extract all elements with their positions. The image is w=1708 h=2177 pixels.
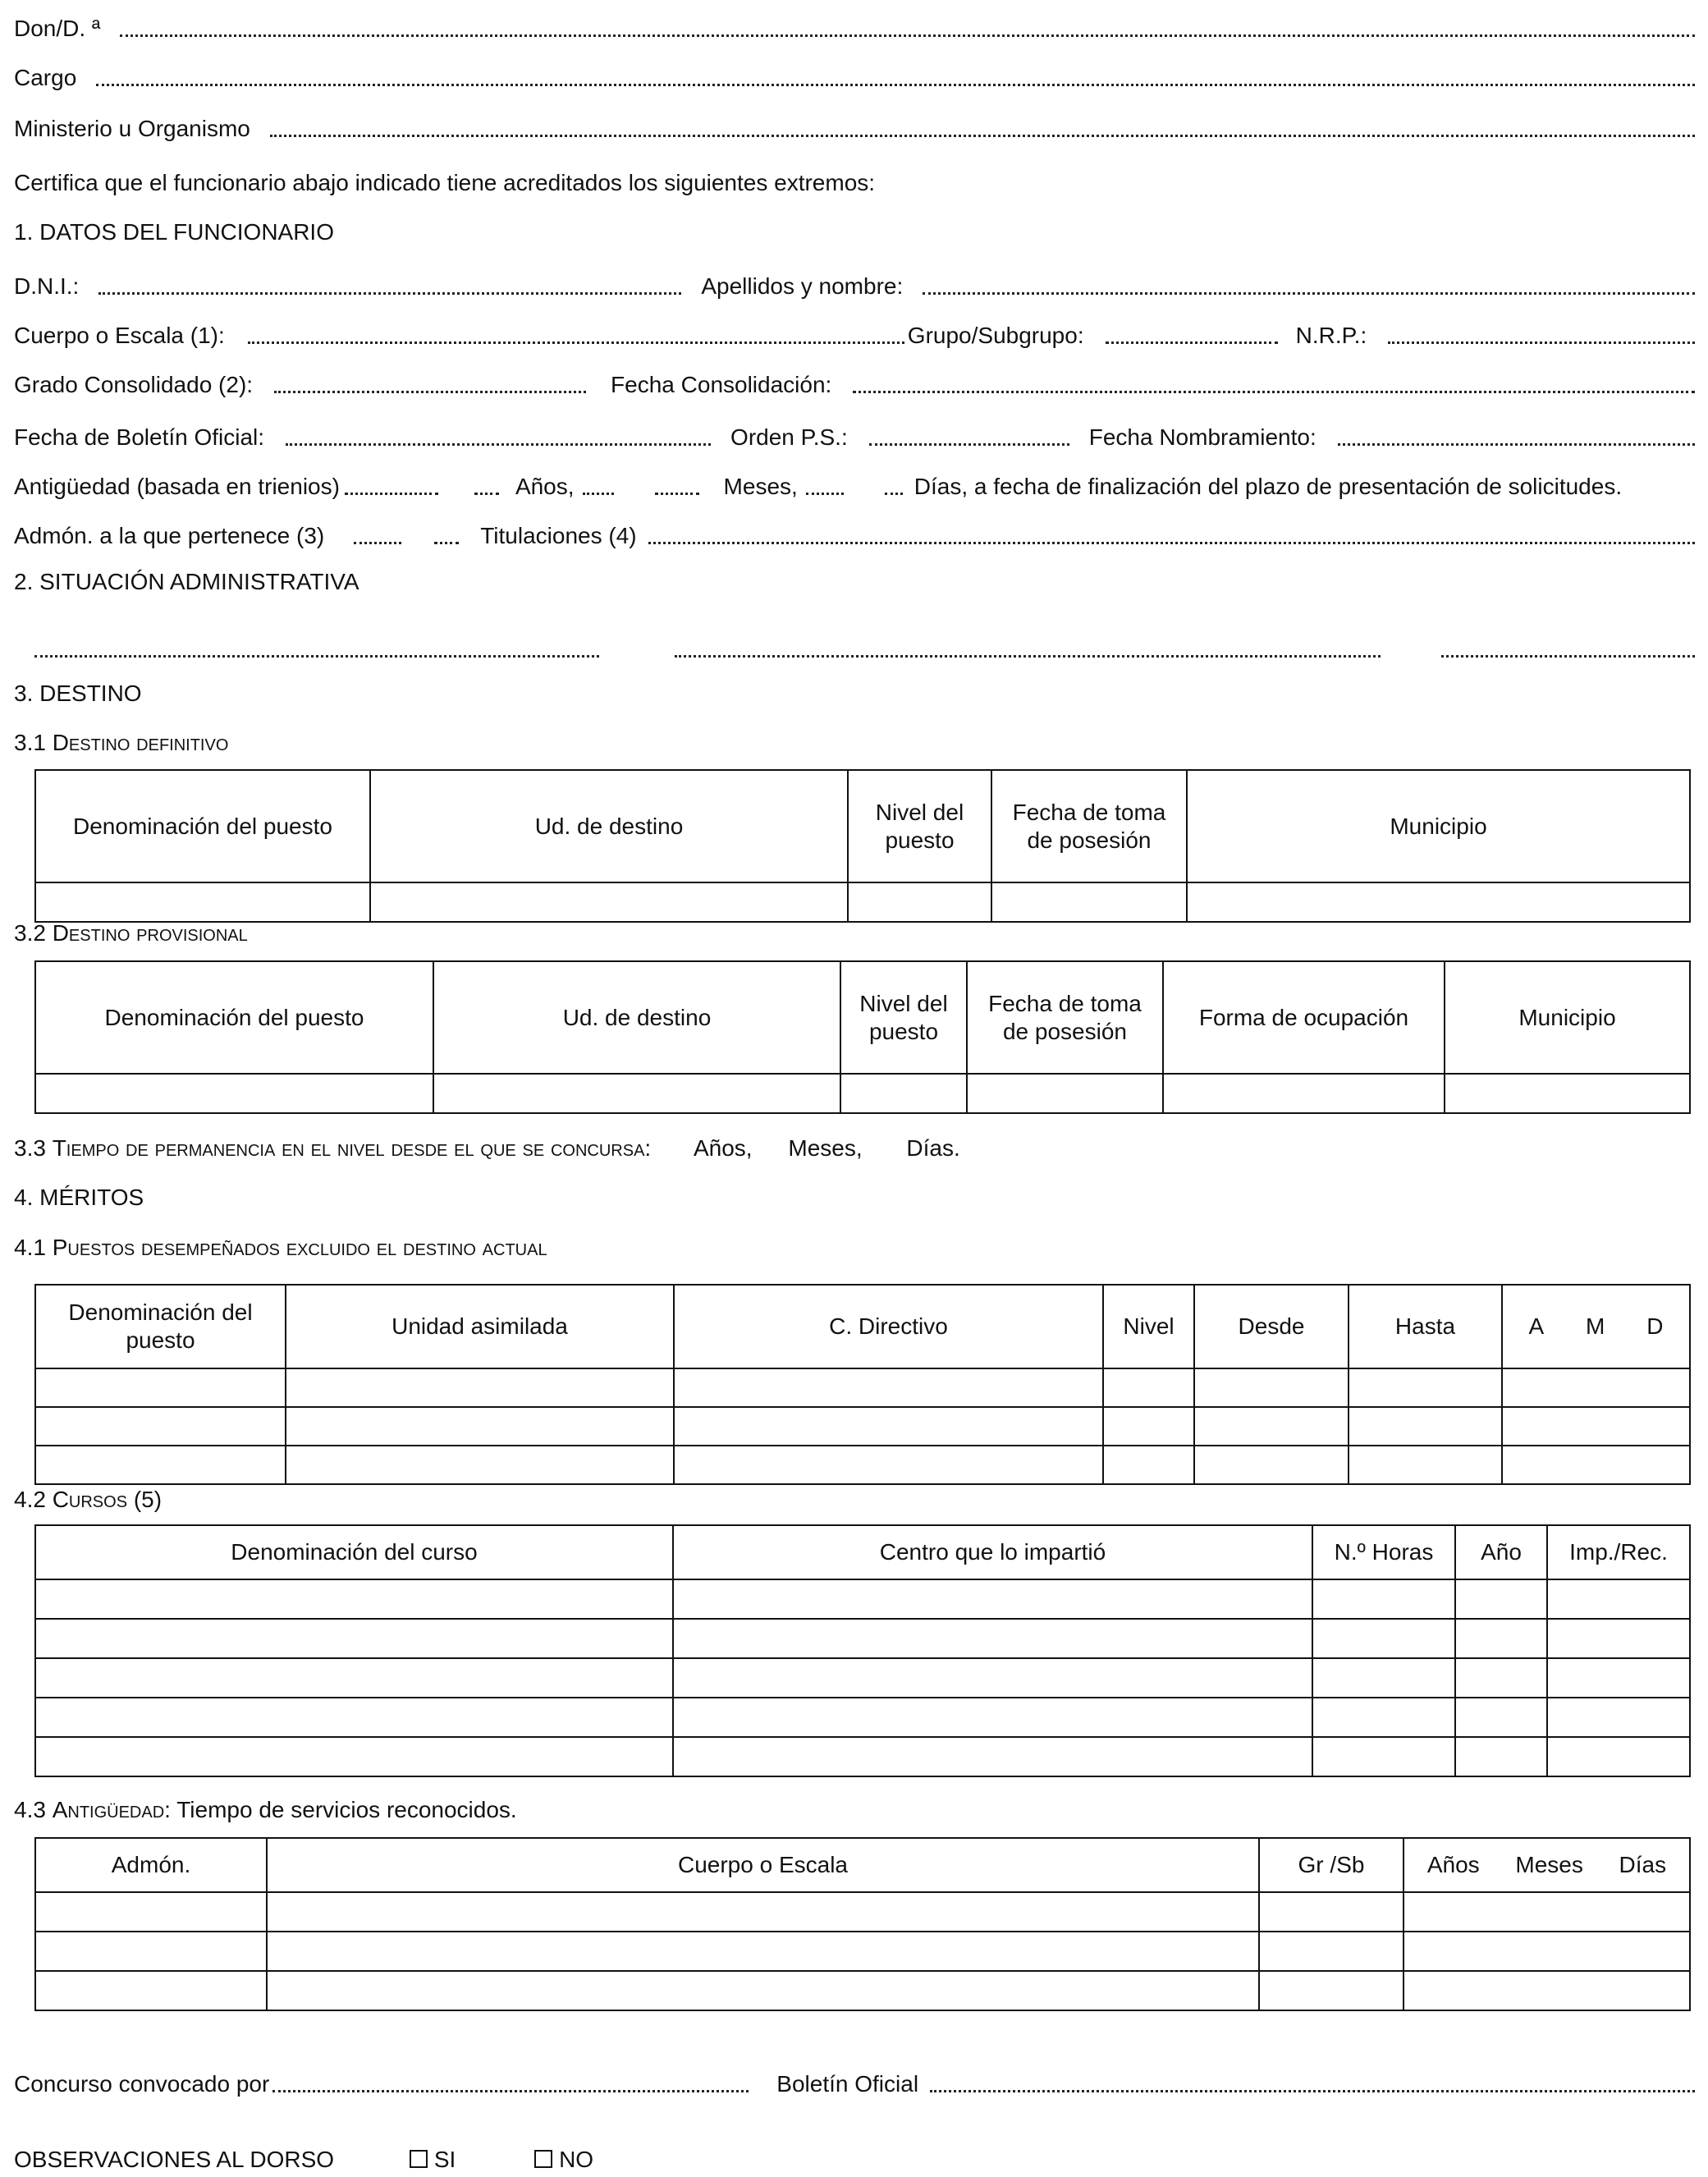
apellidos-field[interactable] <box>923 273 1695 300</box>
apellidos-label: Apellidos y nombre: <box>701 273 904 299</box>
table-cell[interactable] <box>1312 1579 1455 1619</box>
col-horas: N.º Horas <box>1312 1525 1455 1579</box>
table-cell[interactable] <box>267 1932 1259 1971</box>
tiempo-permanencia-line <box>14 1134 960 1162</box>
fecha-nombramiento-label: Fecha Nombramiento: <box>1088 424 1316 450</box>
don-label: Don/D. ª <box>14 16 101 41</box>
destino-provisional-text: Destino provisional <box>52 920 248 946</box>
concurso-field[interactable] <box>272 2070 749 2098</box>
orden-field[interactable] <box>869 424 1069 451</box>
ministerio-label: Ministerio u Organismo <box>14 116 250 141</box>
boletin-field[interactable] <box>930 2070 1695 2098</box>
table-row[interactable] <box>35 1579 1690 1619</box>
table-cell[interactable] <box>1194 1407 1349 1446</box>
col-denominacion-curso: Denominación del curso <box>35 1525 673 1579</box>
table-cell[interactable] <box>286 1446 674 1484</box>
grado-field[interactable] <box>274 371 586 399</box>
cursos-title <box>14 1486 162 1514</box>
ministerio-field[interactable] <box>270 115 1695 143</box>
observaciones-label: OBSERVACIONES AL DORSO <box>14 2147 335 2172</box>
col-denominacion: Denominación del puesto <box>35 961 433 1074</box>
antiguedad-servicios-title <box>14 1796 517 1824</box>
section-1-title: 1. DATOS DEL FUNCIONARIO <box>14 219 334 245</box>
col-ud-destino: Ud. de destino <box>433 961 840 1074</box>
amd-a: A <box>1528 1313 1545 1339</box>
table-cell[interactable] <box>674 1368 1103 1407</box>
destino-definitivo-number: 3.1 <box>14 730 53 755</box>
table-cell[interactable] <box>1103 1368 1194 1407</box>
table-cell[interactable] <box>1455 1658 1547 1698</box>
table-cell[interactable] <box>1445 1074 1690 1113</box>
table-header-row <box>35 1285 1690 1368</box>
antiguedad-anos-field[interactable] <box>474 473 499 501</box>
col-unidad-asimilada: Unidad asimilada <box>286 1285 674 1368</box>
table-cell[interactable] <box>1349 1407 1502 1446</box>
dias-tail-label: Días, a fecha de finalización del plazo de presentación de solicitudes. <box>914 474 1623 499</box>
cursos-number: 4.2 <box>14 1487 53 1512</box>
table-cell[interactable] <box>35 1892 267 1932</box>
situacion-field-2[interactable] <box>675 635 1381 663</box>
table-cell[interactable] <box>35 1407 286 1446</box>
table-row[interactable] <box>35 1892 1690 1932</box>
table-cell[interactable] <box>673 1698 1312 1737</box>
table-cell[interactable] <box>267 1971 1259 2010</box>
table-cell[interactable] <box>1455 1698 1547 1737</box>
si-label: SI <box>433 2147 456 2172</box>
tiempo-number: 3.3 <box>14 1135 53 1161</box>
cursos-note: (5) <box>127 1487 163 1512</box>
antiguedad-trienios-field[interactable] <box>345 473 438 501</box>
table-row[interactable] <box>35 1407 1690 1446</box>
antiguedad-dias-pre[interactable] <box>806 473 844 501</box>
anos-label: Años, <box>515 474 575 499</box>
table-cell[interactable] <box>1103 1407 1194 1446</box>
table-row[interactable] <box>35 1698 1690 1737</box>
fecha-consolidacion-label: Fecha Consolidación: <box>611 372 832 397</box>
table-row[interactable] <box>35 1074 1690 1113</box>
table-cell[interactable] <box>433 1074 840 1113</box>
cargo-label: Cargo <box>14 65 77 90</box>
col-nivel: Nivel del puesto <box>840 961 967 1074</box>
table-cell[interactable] <box>35 1932 267 1971</box>
concurso-label: Concurso convocado por <box>14 2071 270 2097</box>
cuerpo-field[interactable] <box>248 322 904 350</box>
destino-definitivo-text: Destino definitivo <box>52 730 229 755</box>
cuerpo-label: Cuerpo o Escala (1): <box>14 323 225 348</box>
antiguedad-table <box>34 1837 1691 2011</box>
col-municipio: Municipio <box>1187 770 1690 882</box>
table-cell[interactable] <box>1502 1407 1690 1446</box>
table-cell[interactable] <box>673 1658 1312 1698</box>
amd-d: D <box>1646 1313 1664 1339</box>
table-cell[interactable] <box>1194 1446 1349 1484</box>
grado-line <box>14 366 1698 399</box>
table-cell[interactable] <box>1312 1619 1455 1658</box>
table-cell[interactable] <box>1403 1892 1690 1932</box>
table-cell[interactable] <box>1547 1698 1690 1737</box>
table-row[interactable] <box>35 1971 1690 2010</box>
si-checkbox[interactable] <box>410 2150 428 2168</box>
cursos-table <box>34 1524 1691 1777</box>
fecha-consolidacion-field[interactable] <box>853 371 1695 399</box>
table-cell[interactable] <box>1103 1446 1194 1484</box>
amd-m: M <box>1586 1313 1605 1339</box>
fecha-boletin-field[interactable] <box>286 424 711 451</box>
tiempo-text: Tiempo de permanencia en el nivel desde el que se concursa: <box>52 1135 652 1161</box>
col-centro: Centro que lo impartió <box>673 1525 1312 1579</box>
table-cell[interactable] <box>35 882 370 922</box>
section-4-title: 4. MÉRITOS <box>14 1185 144 1210</box>
table-cell[interactable] <box>35 1619 673 1658</box>
table-cell[interactable] <box>35 1971 267 2010</box>
table-cell[interactable] <box>35 1698 673 1737</box>
table-cell[interactable] <box>1312 1698 1455 1737</box>
table-cell[interactable] <box>673 1579 1312 1619</box>
nrp-field[interactable] <box>1388 322 1695 350</box>
table-row[interactable] <box>35 1658 1690 1698</box>
boletin-label: Boletín Oficial <box>776 2071 919 2097</box>
col-admon: Admón. <box>35 1838 267 1892</box>
destino-definitivo-table <box>34 769 1691 923</box>
table-cell[interactable] <box>1455 1619 1547 1658</box>
col-c-directivo: C. Directivo <box>674 1285 1103 1368</box>
col-desde: Desde <box>1194 1285 1349 1368</box>
table-header-row <box>35 961 1690 1074</box>
cursos-text: Cursos <box>52 1487 128 1512</box>
table-row[interactable] <box>35 882 1690 922</box>
table-cell[interactable] <box>1547 1658 1690 1698</box>
antig-text: Antigüedad <box>52 1797 165 1822</box>
table-cell[interactable] <box>1312 1737 1455 1776</box>
puestos-text: Puestos desempeñados excluido el destino actual <box>52 1235 547 1260</box>
table-cell[interactable] <box>35 1074 433 1113</box>
antig-tail: : Tiempo de servicios reconocidos. <box>164 1797 517 1822</box>
concurso-line <box>14 2065 1698 2098</box>
col-ud-destino: Ud. de destino <box>370 770 848 882</box>
destino-provisional-title <box>14 919 248 947</box>
no-checkbox[interactable] <box>534 2150 552 2168</box>
table-cell[interactable] <box>1163 1074 1445 1113</box>
antiguedad-label: Antigüedad (basada en trienios) <box>14 474 340 499</box>
antiguedad-dias-field[interactable] <box>885 473 903 501</box>
table-cell[interactable] <box>1502 1446 1690 1484</box>
don-field[interactable] <box>120 15 1695 43</box>
table-cell[interactable] <box>1312 1658 1455 1698</box>
titulaciones-field[interactable] <box>648 522 1695 550</box>
table-cell[interactable] <box>674 1407 1103 1446</box>
table-cell[interactable] <box>1547 1737 1690 1776</box>
dni-label: D.N.I.: <box>14 273 80 299</box>
col-ano: Año <box>1455 1525 1547 1579</box>
table-cell[interactable] <box>1455 1579 1547 1619</box>
table-cell[interactable] <box>1259 1892 1403 1932</box>
section-3-title: 3. DESTINO <box>14 681 142 706</box>
dni-line <box>14 268 1698 300</box>
situacion-line <box>34 630 1698 663</box>
col-amd <box>1403 1838 1690 1892</box>
fecha-boletin-label: Fecha de Boletín Oficial: <box>14 424 265 450</box>
table-cell[interactable] <box>35 1658 673 1698</box>
table-cell[interactable] <box>1403 1932 1690 1971</box>
table-cell[interactable] <box>286 1368 674 1407</box>
col-fecha-toma: Fecha de toma de posesión <box>967 961 1163 1074</box>
table-cell[interactable] <box>1502 1368 1690 1407</box>
table-cell[interactable] <box>673 1737 1312 1776</box>
table-cell[interactable] <box>1259 1932 1403 1971</box>
no-option[interactable] <box>534 2147 593 2172</box>
table-cell[interactable] <box>1259 1971 1403 2010</box>
meses-label: Meses, <box>723 474 798 499</box>
amd-dias: Días <box>1619 1852 1667 1877</box>
col-denominacion: Denominación del puesto <box>35 1285 286 1368</box>
table-cell[interactable] <box>967 1074 1163 1113</box>
col-gr-sb: Gr /Sb <box>1259 1838 1403 1892</box>
table-cell[interactable] <box>286 1407 674 1446</box>
fecha-boletin-line <box>14 419 1698 451</box>
nrp-label: N.R.P.: <box>1295 323 1367 348</box>
table-cell[interactable] <box>1455 1737 1547 1776</box>
table-row[interactable] <box>35 1368 1690 1407</box>
col-fecha-toma: Fecha de toma de posesión <box>991 770 1187 882</box>
table-cell[interactable] <box>1349 1368 1502 1407</box>
fecha-nombramiento-field[interactable] <box>1338 424 1695 451</box>
antiguedad-meses-field[interactable] <box>655 473 699 501</box>
titulaciones-label: Titulaciones (4) <box>480 523 637 548</box>
destino-provisional-number: 3.2 <box>14 920 53 946</box>
col-denominacion: Denominación del puesto <box>35 770 370 882</box>
table-cell[interactable] <box>1194 1368 1349 1407</box>
table-header-row <box>35 770 1690 882</box>
table-cell[interactable] <box>1349 1446 1502 1484</box>
col-amd <box>1502 1285 1690 1368</box>
si-option[interactable] <box>410 2147 456 2172</box>
table-cell[interactable] <box>267 1892 1259 1932</box>
table-cell[interactable] <box>1547 1619 1690 1658</box>
amd-anos: Años <box>1426 1852 1480 1877</box>
cuerpo-line <box>14 317 1698 350</box>
orden-label: Orden P.S.: <box>730 424 848 450</box>
destino-definitivo-title <box>14 729 228 757</box>
section-2-title: 2. SITUACIÓN ADMINISTRATIVA <box>14 569 359 594</box>
tiempo-anos: Años, <box>693 1135 753 1161</box>
antiguedad-line <box>14 468 1698 501</box>
situacion-field-3[interactable] <box>1441 635 1695 663</box>
table-cell[interactable] <box>840 1074 967 1113</box>
grupo-label: Grupo/Subgrupo: <box>907 323 1084 348</box>
table-header-row <box>35 1838 1690 1892</box>
table-cell[interactable] <box>35 1579 673 1619</box>
puestos-number: 4.1 <box>14 1235 53 1260</box>
admon-label: Admón. a la que pertenece (3) <box>14 523 325 548</box>
certifica-text: Certifica que el funcionario abajo indicado tiene acreditados los siguientes extremos: <box>14 170 876 195</box>
table-row[interactable] <box>35 1932 1690 1971</box>
table-cell[interactable] <box>1187 882 1690 922</box>
table-cell[interactable] <box>1547 1579 1690 1619</box>
col-forma-ocupacion: Forma de ocupación <box>1163 961 1445 1074</box>
tiempo-meses: Meses, <box>788 1135 863 1161</box>
admon-field[interactable] <box>354 522 401 550</box>
destino-provisional-table <box>34 960 1691 1114</box>
col-nivel: Nivel <box>1103 1285 1194 1368</box>
table-cell[interactable] <box>370 882 848 922</box>
table-cell[interactable] <box>35 1446 286 1484</box>
admon-line <box>14 517 1698 550</box>
col-imp-rec: Imp./Rec. <box>1547 1525 1690 1579</box>
puestos-title <box>14 1234 547 1262</box>
col-hasta: Hasta <box>1349 1285 1502 1368</box>
table-cell[interactable] <box>1403 1971 1690 2010</box>
table-cell[interactable] <box>674 1446 1103 1484</box>
ministerio-line[interactable] <box>14 110 1698 143</box>
col-municipio: Municipio <box>1445 961 1690 1074</box>
table-row[interactable] <box>35 1619 1690 1658</box>
puestos-table <box>34 1284 1691 1485</box>
table-row[interactable] <box>35 1446 1690 1484</box>
antiguedad-meses-pre[interactable] <box>583 473 614 501</box>
grupo-field[interactable] <box>1106 322 1278 350</box>
observaciones-line <box>14 2146 593 2174</box>
table-header-row <box>35 1525 1690 1579</box>
don-line[interactable] <box>14 10 1698 43</box>
table-row[interactable] <box>35 1737 1690 1776</box>
admon-field-2[interactable] <box>434 522 459 550</box>
dni-field[interactable] <box>98 273 681 300</box>
cargo-line[interactable] <box>14 59 1698 92</box>
col-cuerpo-escala: Cuerpo o Escala <box>267 1838 1259 1892</box>
antig-number: 4.3 <box>14 1797 53 1822</box>
cargo-field[interactable] <box>96 64 1695 92</box>
table-cell[interactable] <box>35 1737 673 1776</box>
situacion-field-1[interactable] <box>34 635 599 663</box>
amd-meses: Meses <box>1515 1852 1583 1877</box>
tiempo-dias: Días. <box>906 1135 960 1161</box>
table-cell[interactable] <box>673 1619 1312 1658</box>
table-cell[interactable] <box>35 1368 286 1407</box>
no-label: NO <box>559 2147 594 2172</box>
table-cell[interactable] <box>991 882 1187 922</box>
grado-label: Grado Consolidado (2): <box>14 372 254 397</box>
col-nivel: Nivel del puesto <box>848 770 991 882</box>
table-cell[interactable] <box>848 882 991 922</box>
